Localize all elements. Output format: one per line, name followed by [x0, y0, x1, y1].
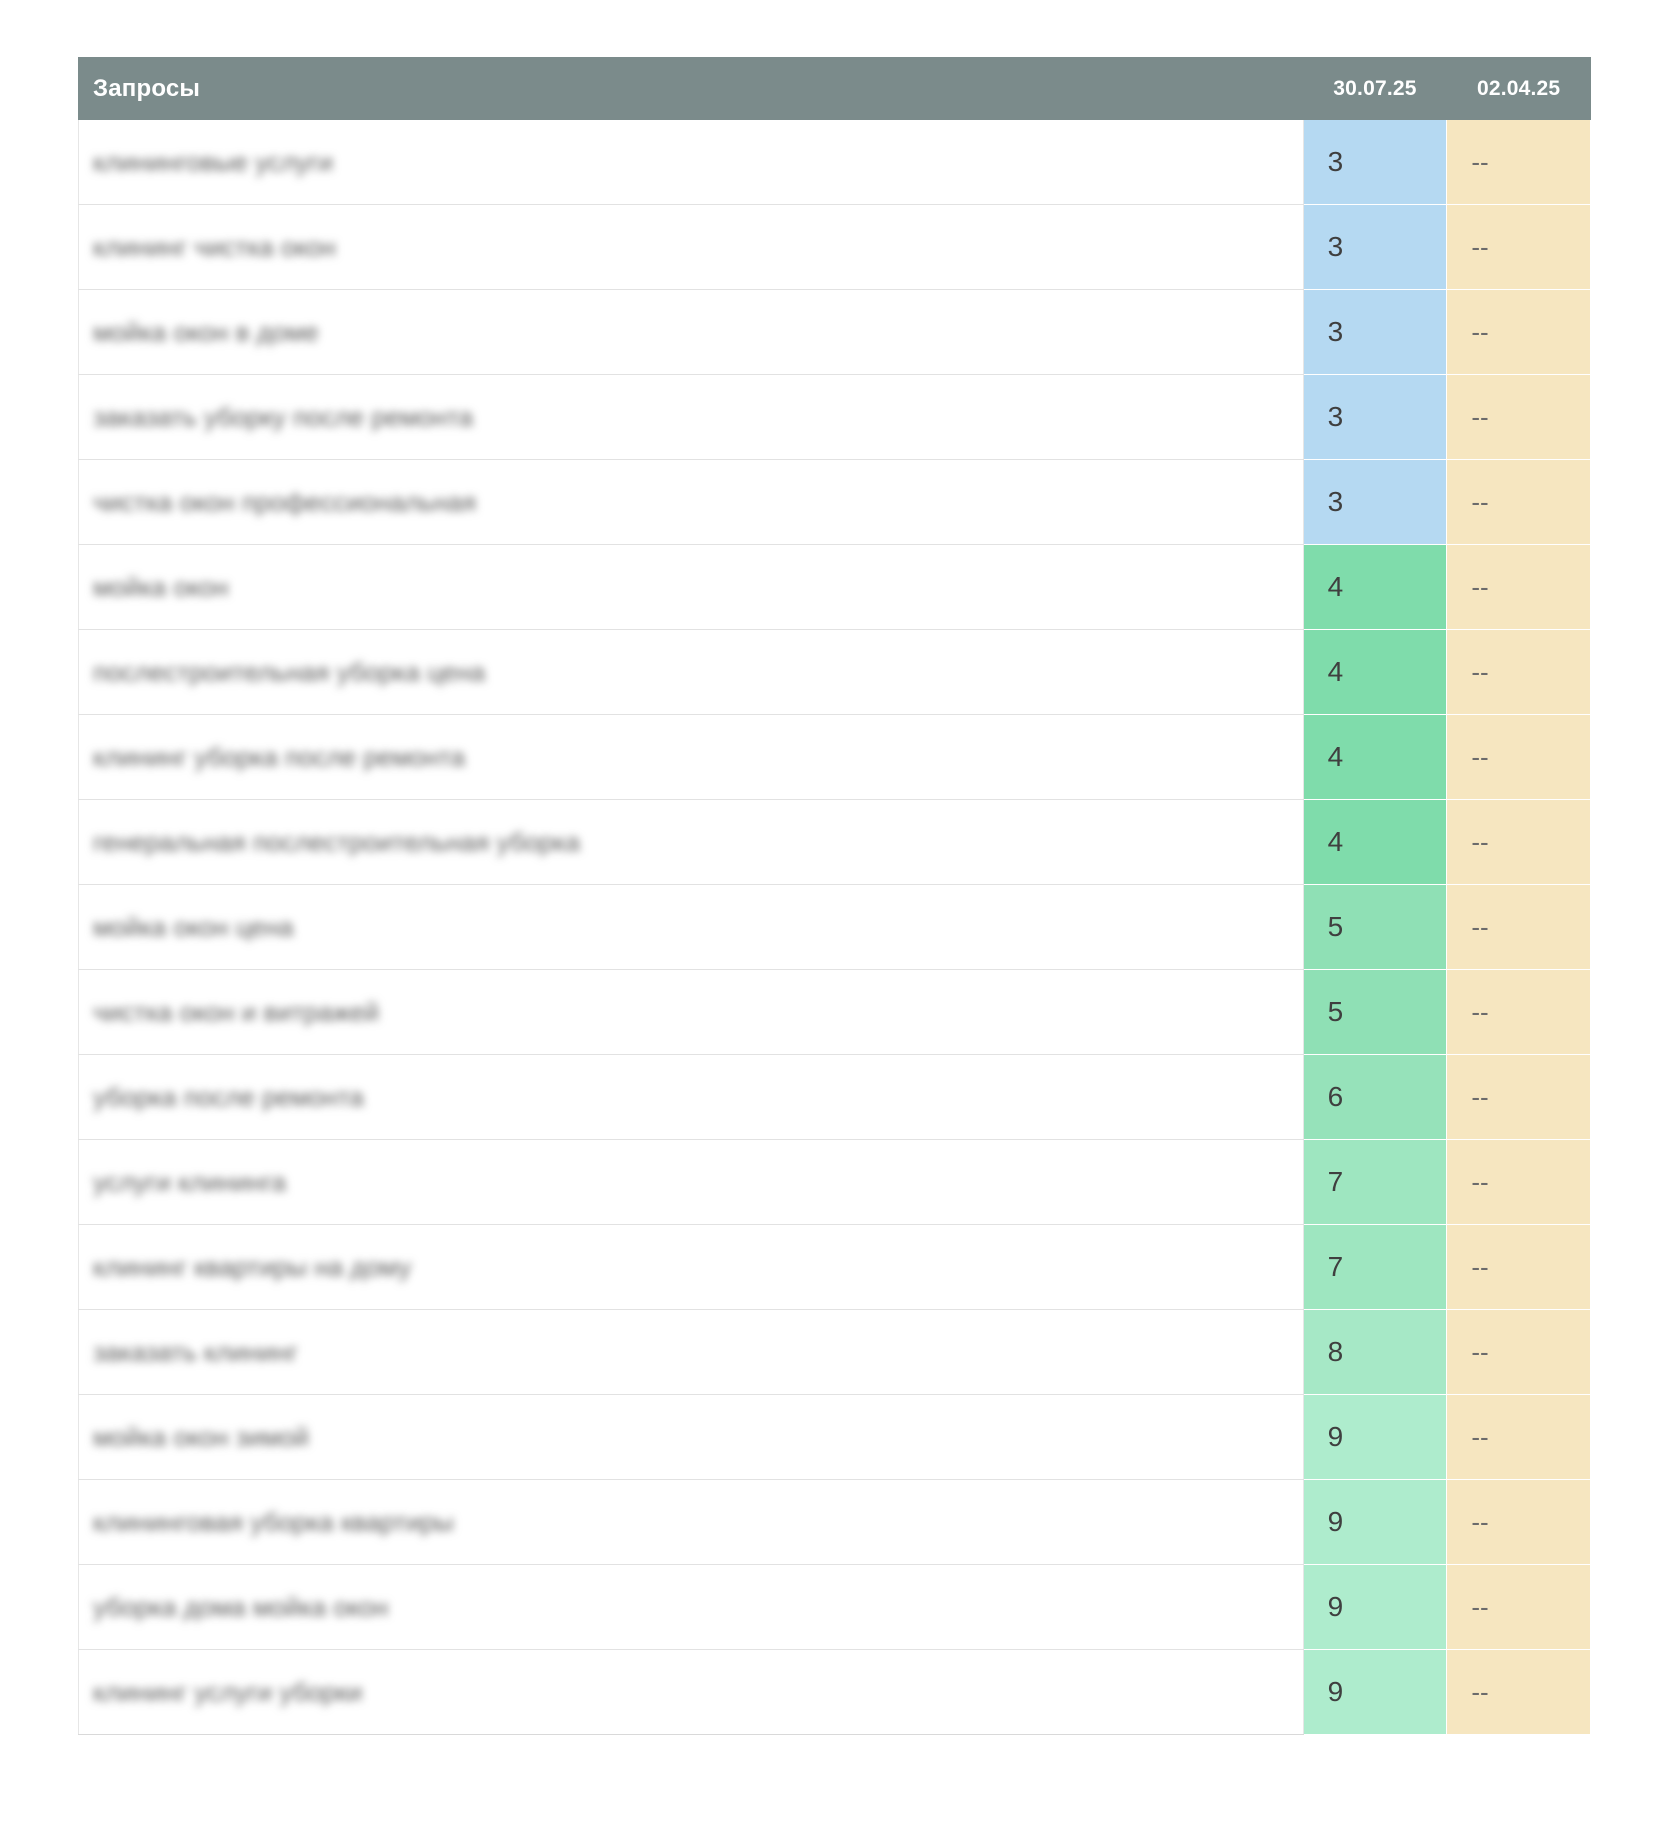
query-cell: генеральная послестроительная уборка — [79, 800, 1304, 885]
position-cell-date-1: 9 — [1303, 1565, 1447, 1650]
position-cell-date-1: 8 — [1303, 1310, 1447, 1395]
table-row — [79, 1565, 1591, 1650]
position-cell-date-2: -- — [1447, 375, 1591, 460]
position-cell-date-1: 4 — [1303, 800, 1447, 885]
position-cell-date-2: -- — [1447, 545, 1591, 630]
table-row — [79, 1650, 1591, 1735]
query-cell: уборка дома мойка окон — [79, 1565, 1304, 1650]
column-header-date-1: 30.07.25 — [1303, 58, 1447, 120]
position-cell-date-2: -- — [1447, 1480, 1591, 1565]
position-cell-date-1: 3 — [1303, 290, 1447, 375]
table-row — [79, 120, 1591, 205]
column-header-query: Запросы — [79, 58, 1304, 120]
keyword-rankings-table-wrapper — [78, 57, 1591, 1735]
position-cell-date-1: 4 — [1303, 715, 1447, 800]
position-cell-date-2: -- — [1447, 290, 1591, 375]
position-cell-date-1: 5 — [1303, 885, 1447, 970]
query-cell: заказать клининг — [79, 1310, 1304, 1395]
table-row — [79, 1395, 1591, 1480]
table-row — [79, 630, 1591, 715]
table-row — [79, 1310, 1591, 1395]
position-cell-date-2: -- — [1447, 800, 1591, 885]
table-row — [79, 205, 1591, 290]
query-cell: клининг квартиры на дому — [79, 1225, 1304, 1310]
position-cell-date-1: 3 — [1303, 120, 1447, 205]
position-cell-date-2: -- — [1447, 1055, 1591, 1140]
position-cell-date-1: 7 — [1303, 1225, 1447, 1310]
query-cell: мойка окон в доме — [79, 290, 1304, 375]
table-row — [79, 1140, 1591, 1225]
position-cell-date-2: -- — [1447, 1565, 1591, 1650]
position-cell-date-2: -- — [1447, 885, 1591, 970]
table-row — [79, 800, 1591, 885]
query-cell: клининг услуги уборки — [79, 1650, 1304, 1735]
query-cell: мойка окон — [79, 545, 1304, 630]
position-cell-date-1: 5 — [1303, 970, 1447, 1055]
table-row — [79, 715, 1591, 800]
query-cell: услуги клининга — [79, 1140, 1304, 1225]
position-cell-date-1: 3 — [1303, 460, 1447, 545]
position-cell-date-2: -- — [1447, 630, 1591, 715]
query-cell: клининговые услуги — [79, 120, 1304, 205]
position-cell-date-2: -- — [1447, 120, 1591, 205]
position-cell-date-2: -- — [1447, 970, 1591, 1055]
table-row — [79, 970, 1591, 1055]
position-cell-date-2: -- — [1447, 460, 1591, 545]
query-cell: чистка окон профессиональная — [79, 460, 1304, 545]
query-cell: мойка окон цена — [79, 885, 1304, 970]
position-cell-date-2: -- — [1447, 1225, 1591, 1310]
position-cell-date-2: -- — [1447, 1140, 1591, 1225]
position-cell-date-1: 7 — [1303, 1140, 1447, 1225]
position-cell-date-2: -- — [1447, 205, 1591, 290]
position-cell-date-1: 3 — [1303, 205, 1447, 290]
table-row — [79, 460, 1591, 545]
query-cell: заказать уборку после ремонта — [79, 375, 1304, 460]
table-row — [79, 290, 1591, 375]
column-header-date-2: 02.04.25 — [1447, 58, 1591, 120]
query-cell: послестроительная уборка цена — [79, 630, 1304, 715]
position-cell-date-1: 9 — [1303, 1650, 1447, 1735]
position-cell-date-2: -- — [1447, 1650, 1591, 1735]
query-cell: уборка после ремонта — [79, 1055, 1304, 1140]
query-cell: чистка окон и витражей — [79, 970, 1304, 1055]
table-header-row — [79, 58, 1591, 120]
position-cell-date-1: 6 — [1303, 1055, 1447, 1140]
position-cell-date-2: -- — [1447, 1310, 1591, 1395]
table-row — [79, 1225, 1591, 1310]
table-row — [79, 545, 1591, 630]
position-cell-date-2: -- — [1447, 715, 1591, 800]
query-cell: клининговая уборка квартиры — [79, 1480, 1304, 1565]
position-cell-date-2: -- — [1447, 1395, 1591, 1480]
query-cell: мойка окон зимой — [79, 1395, 1304, 1480]
table-row — [79, 1480, 1591, 1565]
position-cell-date-1: 9 — [1303, 1395, 1447, 1480]
table-row — [79, 375, 1591, 460]
table-body — [79, 120, 1591, 1735]
table-row — [79, 1055, 1591, 1140]
keyword-rankings-table — [78, 57, 1591, 1735]
query-cell: клининг уборка после ремонта — [79, 715, 1304, 800]
position-cell-date-1: 4 — [1303, 630, 1447, 715]
position-cell-date-1: 3 — [1303, 375, 1447, 460]
table-row — [79, 885, 1591, 970]
position-cell-date-1: 9 — [1303, 1480, 1447, 1565]
table-header — [79, 58, 1591, 120]
query-cell: клининг чистка окон — [79, 205, 1304, 290]
position-cell-date-1: 4 — [1303, 545, 1447, 630]
